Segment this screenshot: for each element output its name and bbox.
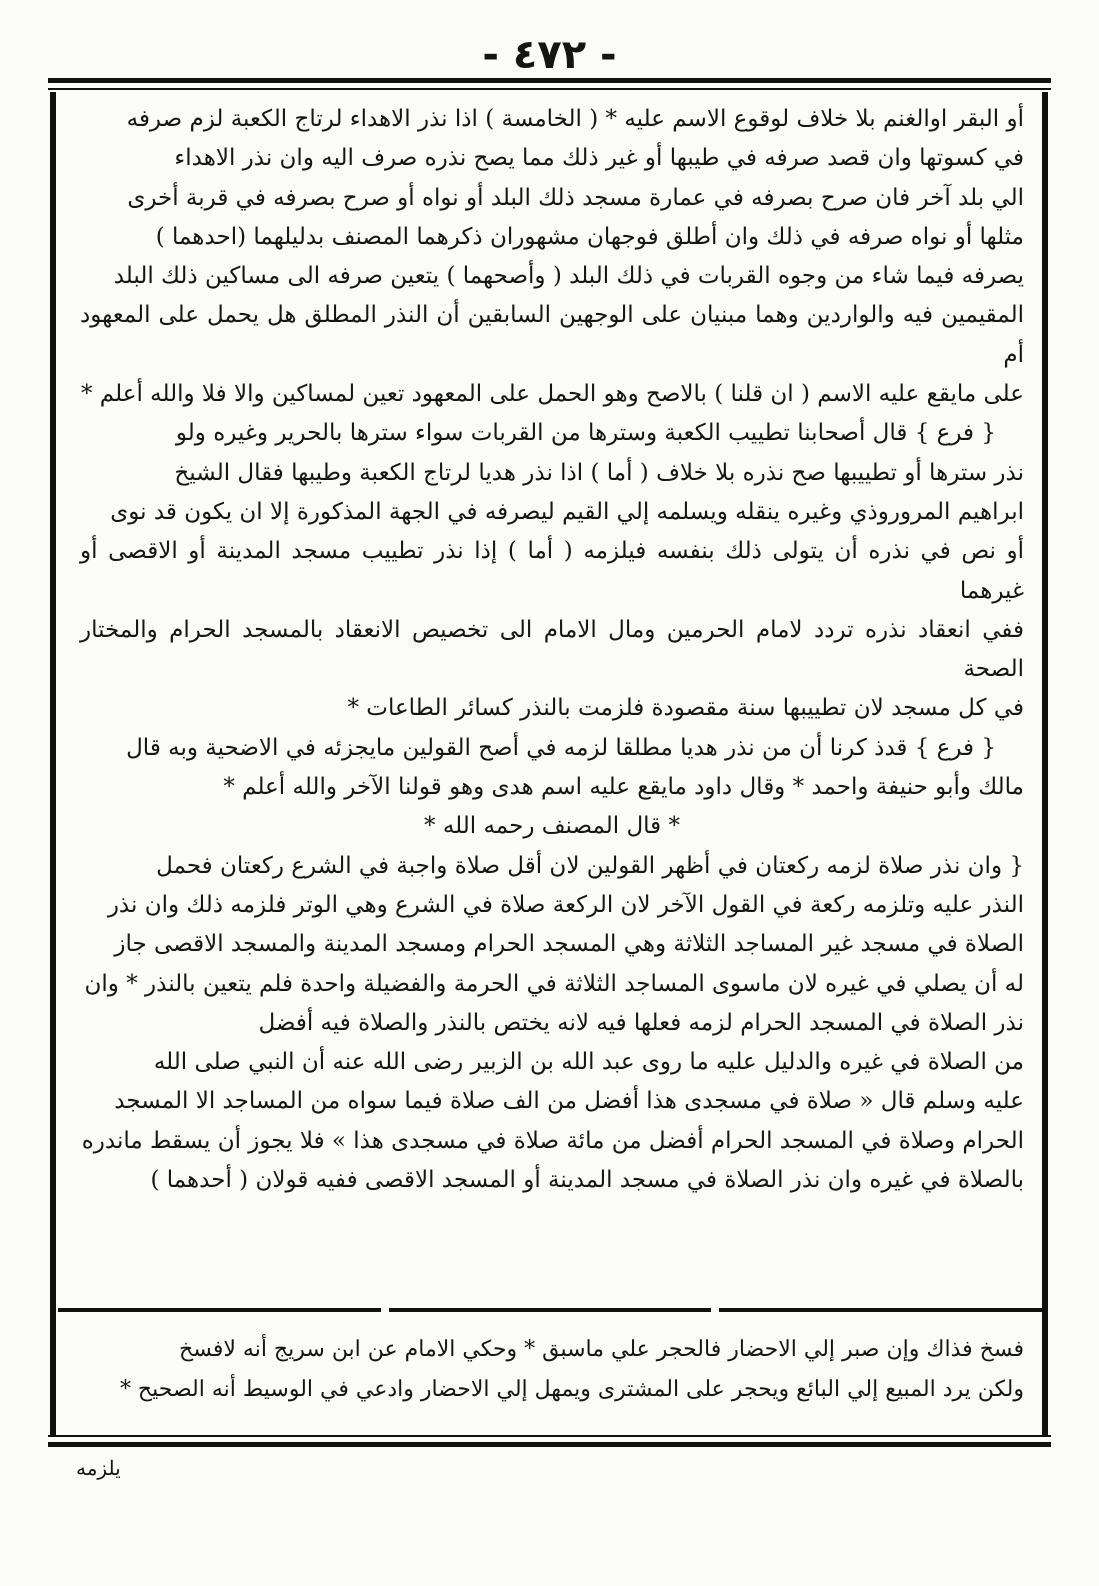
text-line: { فرع } قدذ كرنا أن من نذر هديا مطلقا لزمه في أصح القولين مايجزئه في الاضحية وبه قال (126, 734, 996, 761)
text-line: مالك وأبو حنيفة واحمد * وقال داود مايقع عليه اسم هدى وهو قولنا الآخر والله أعلم * (223, 774, 1024, 801)
text-line: نذر سترها أو تطييبها صح نذره بلا خلاف ( أما ) اذا نذر هديا لرتاج الكعبة وطيبها فقال الشيخ (174, 459, 1024, 486)
top-double-rule (48, 78, 1051, 90)
text-line: مثلها أو نواه صرفه في ذلك وان أطلق فوجهان مشهوران ذكرهما المصنف بدليلهما (احدهما ) (155, 223, 1024, 250)
bottom-double-rule (48, 1435, 1051, 1447)
text-line: المقيمين فيه والواردين وهما مبنيان على الوجهين السابقين أن النذر المطلق هل يحمل على المعهود أم (80, 302, 1024, 368)
section-heading: * قال المصنف رحمه الله * (424, 813, 680, 840)
text-line: يصرفه فيما شاء من وجوه القربات في ذلك البلد ( وأصحهما ) يتعين صرفه الى مساكين ذلك البلد (113, 263, 1024, 290)
text-line: الحرام وصلاة في المسجد الحرام أفضل من مائة صلاة في مسجدى هذا » فلا يجوز أن يسقط ماندره (81, 1127, 1024, 1154)
text-line: النذر عليه وتلزمه ركعة في القول الآخر لان الركعة صلاة في الشرع وهي الوتر فلزمه ذلك وان نذر (107, 891, 1024, 918)
text-line: الي بلد آخر فان صرح بصرفه في عمارة مسجد ذلك البلد أو نواه أو صرح بصرفه في قربة أخرى (127, 184, 1024, 211)
main-text (80, 100, 1024, 1200)
text-line: أو البقر اوالغنم بلا خلاف لوقوع الاسم عليه * ( الخامسة ) اذا نذر الاهداء لرتاج الكعبة لزم صرفه (126, 106, 1024, 132)
footnote-line: ولكن يرد المبيع إلي البائع ويحجر على المشترى ويمهل إلي الاحضار وادعي في الوسيط أنه الصحيح * (119, 1377, 1024, 1402)
catchword: يلزمه (76, 1456, 121, 1480)
text-line: ففي انعقاد نذره تردد لامام الحرمين ومال الامام الى تخصيص الانعقاد بالمسجد الحرام والمختار الصحة (80, 616, 1024, 683)
text-line: من الصلاة في غيره والدليل عليه ما روى عبد الله بن الزبير رضى الله عنه أن النبي صلى الله (153, 1049, 1024, 1076)
text-line: { فرع } قال أصحابنا تطييب الكعبة وسترها من القربات سواء سترها بالحرير وغيره ولو (175, 420, 996, 447)
footnote-text (80, 1330, 1024, 1410)
text-line: الصلاة في مسجد غير المساجد الثلاثة وهي المسجد الحرام ومسجد المدينة والمسجد الاقصى جاز (114, 931, 1024, 958)
text-line: في كل مسجد لان تطييبها سنة مقصودة فلزمت بالنذر كسائر الطاعات * (347, 695, 1024, 722)
text-line: على مايقع عليه الاسم ( ان قلنا ) بالاصح وهو الحمل على المعهود تعين لمساكين والا فلا والله أعلم * (81, 381, 1024, 408)
text-line: في كسوتها وان قصد صرفه في طيبها أو غير ذلك مما يصح نذره صرف اليه وان نذر الاهداء (174, 145, 1024, 172)
text-line: أو نص في نذره أن يتولى ذلك بنفسه فيلزمه ( أما ) إذا نذر تطييب مسجد المدينة أو الاقصى أو غيرهما (80, 538, 1024, 604)
text-line: ابراهيم المروروذي وغيره ينقله ويسلمه إلي القيم ليصرفه في الجهة المذكورة إلا ان يكون قد نوى (110, 498, 1024, 525)
text-line: نذر الصلاة في المسجد الحرام لزمه فعلها فيه لانه يختص بالنذر والصلاة فيه أفضل (258, 1009, 1024, 1036)
text-line: بالصلاة في غيره وان نذر الصلاة في مسجد المدينة أو المسجد الاقصى ففيه قولان ( أحدهما ) (150, 1167, 1024, 1194)
text-line: له أن يصلي في غيره لان ماسوى المساجد الثلاثة في الحرمة والفضيلة واحدة فلم يتعين بالنذر * وان (84, 970, 1024, 997)
footnote-separator (58, 1308, 1042, 1316)
page-number: - ٤٧٢ - (482, 32, 617, 78)
text-line: { وان نذر صلاة لزمه ركعتان في أظهر القولين لان أقل صلاة واجبة في الشرع ركعتان فحمل (156, 852, 1024, 879)
text-line: عليه وسلم قال « صلاة في مسجدى هذا أفضل من الف صلاة فيما سواه من المساجد الا المسجد (114, 1088, 1024, 1115)
footnote-line: فسخ فذاك وإن صبر إلي الاحضار فالحجر علي ماسبق * وحكي الامام عن ابن سريج أنه لافسخ (179, 1337, 1024, 1362)
